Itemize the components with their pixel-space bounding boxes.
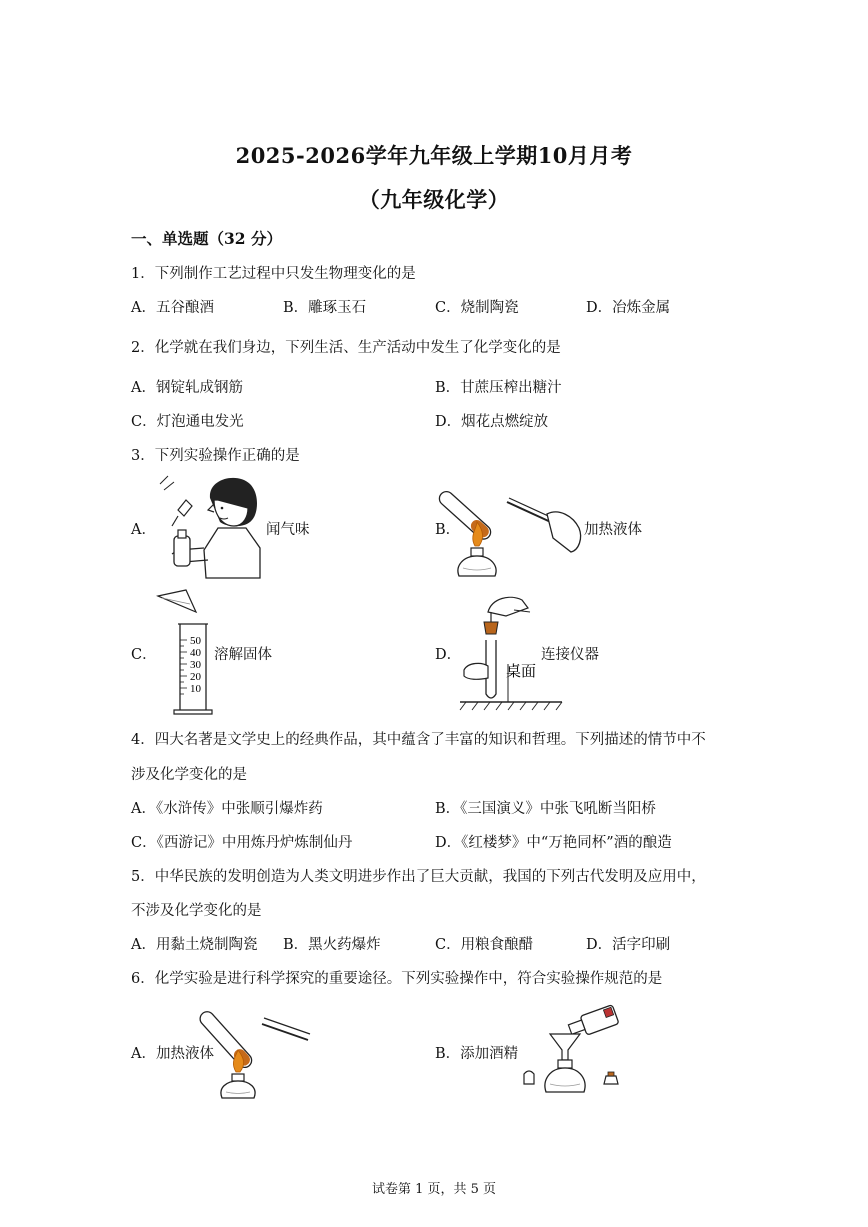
question-2-stem: 2．化学就在我们身边，下列生活、生产活动中发生了化学变化的是 — [131, 340, 561, 356]
question-1-stem: 1．下列制作工艺过程中只发生物理变化的是 — [131, 266, 416, 282]
cylinder-tick-10: 10 — [190, 683, 201, 695]
exam-subtitle: （九年级化学） — [358, 187, 510, 212]
cylinder-tick-30: 30 — [190, 659, 201, 671]
question-5-stem-line2: 不涉及化学变化的是 — [131, 903, 262, 919]
q1-option-b: B．雕琢玉石 — [283, 300, 367, 316]
q3-option-a-caption: 闻气味 — [266, 522, 310, 538]
page-footer: 试卷第 1 页，共 5 页 — [371, 1182, 497, 1197]
q5-option-b: B．黑火药爆炸 — [283, 937, 381, 953]
q3-option-d-caption: 连接仪器 — [541, 647, 599, 663]
q3-option-a-label: A． — [131, 522, 156, 538]
question-5-stem-line1: 5．中华民族的发明创造为人类文明进步作出了巨大贡献，我国的下列古代发明及应用中， — [131, 869, 706, 885]
q3-option-b-label: B． — [435, 522, 461, 538]
q4-option-d: D．《红楼梦》中“万艳同杯”酒的酿造 — [435, 835, 672, 851]
question-4-stem-line2: 涉及化学变化的是 — [131, 767, 247, 783]
question-4-stem-line1: 4．四大名著是文学史上的经典作品，其中蕴含了丰富的知识和哲理。下列描述的情节中不 — [131, 732, 706, 748]
q2-option-c: C．灯泡通电发光 — [131, 414, 244, 430]
cylinder-tick-40: 40 — [190, 647, 201, 659]
graduated-cylinder-figure — [156, 588, 216, 718]
q4-option-c: C．《西游记》中用炼丹炉炼制仙丹 — [131, 835, 353, 851]
cylinder-tick-50: 50 — [190, 635, 201, 647]
q2-option-b: B．甘蔗压榨出糖汁 — [435, 380, 562, 396]
q1-option-d: D．冶炼金属 — [586, 300, 671, 316]
q3-option-b-caption: 加热液体 — [584, 522, 642, 538]
q6-option-a: A．加热液体 — [131, 1046, 214, 1062]
cylinder-tick-20: 20 — [190, 671, 201, 683]
q4-option-b: B．《三国演义》中张飞吼断当阳桥 — [435, 801, 656, 817]
section-heading: 一、单选题（32 分） — [131, 229, 282, 248]
heating-liquid-figure-2 — [214, 998, 314, 1102]
exam-title: 2025-2026学年九年级上学期10月月考 — [235, 143, 633, 168]
smelling-figure — [148, 470, 266, 580]
q5-option-d: D．活字印刷 — [586, 937, 671, 953]
q5-option-a: A．用黏土烧制陶瓷 — [131, 937, 258, 953]
q4-option-a: A．《水浒传》中张顺引爆炸药 — [131, 801, 323, 817]
heating-liquid-figure — [455, 472, 585, 582]
q2-option-a: A．钢锭轧成钢筋 — [131, 380, 243, 396]
q3-option-c-label: C． — [131, 647, 157, 663]
q6-option-b: B．添加酒精 — [435, 1046, 519, 1062]
table-surface-label: 桌面 — [506, 662, 537, 680]
q2-option-d: D．烟花点燃绽放 — [435, 414, 549, 430]
question-6-stem: 6．化学实验是进行科学探究的重要途径。下列实验操作中，符合实验操作规范的是 — [131, 971, 663, 987]
question-3-stem: 3．下列实验操作正确的是 — [131, 448, 300, 464]
q3-option-c-caption: 溶解固体 — [214, 647, 272, 663]
q1-option-a: A．五谷酿酒 — [131, 300, 214, 316]
q3-option-d-label: D． — [435, 647, 462, 663]
adding-alcohol-figure — [520, 1004, 630, 1098]
q5-option-c: C．用粮食酿醋 — [435, 937, 534, 953]
q1-option-c: C．烧制陶瓷 — [435, 300, 519, 316]
